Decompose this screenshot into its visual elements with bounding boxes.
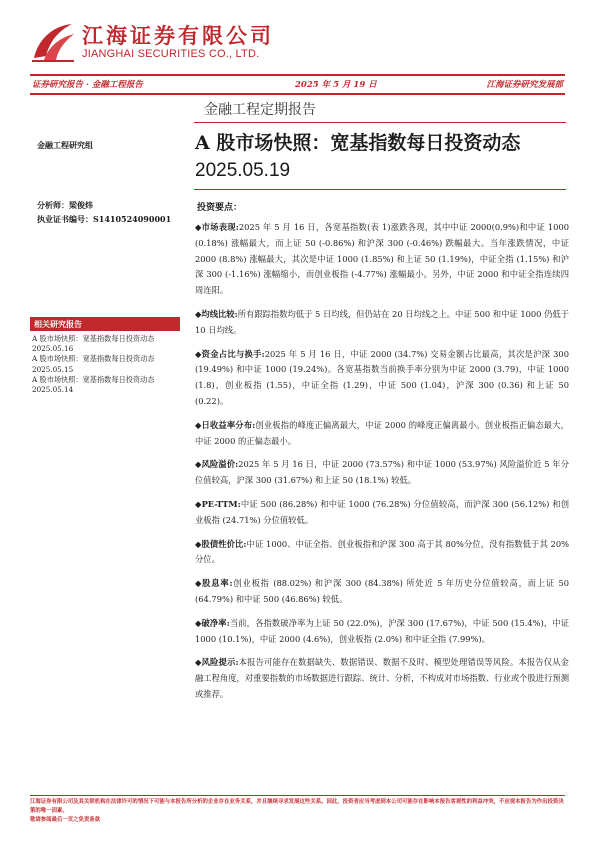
key-point-text: 当前，各指数破净率为上证 50 (22.0%)，沪深 300 (17.67%)，中证 500 (15.4%)，中证 1000 (10.1%)，中证 2000 (4.6%)，创业板指 (2.0%) 和中证全指 (7.99%)。 — [195, 617, 569, 644]
disclaimer-text: 江海证券有限公司及其关联机构在法律许可的情况下可能与本报告所分析的企业存在业务关系，并且继续寻求发展这些关系。因此，投资者应当考虑到本公司可能存在影响本报告客观性的利益冲突，不应视本报告为作出投资决策的唯一因素。 — [30, 799, 564, 814]
related-reports-title: 相关研究报告 — [30, 317, 180, 331]
page-title: A 股市场快照：宽基指数每日投资动态 — [195, 132, 521, 154]
brand-name-cn: 江海证券有限公司 — [82, 23, 274, 48]
key-point-head: ◆破净率: — [195, 617, 230, 628]
department-name: 江海证券研究发展部 — [486, 80, 563, 90]
related-report-link[interactable]: A 股市场快照：宽基指数每日投资动态 2025.05.15 — [32, 354, 155, 374]
key-point-market — [195, 220, 569, 299]
key-point-dividend — [195, 576, 569, 608]
related-report-link[interactable]: A 股市场快照：宽基指数每日投资动态 2025.05.16 — [32, 334, 155, 354]
key-point-distribution — [195, 418, 569, 450]
key-point-text: 本报告可能存在数据缺失、数据错误、数据不及时、模型处理错误等风险。本报告仅从金融工程角度，对重要指数的市场数据进行跟踪、统计、分析，不构成对市场指数、行业或个股进行预测或推荐。 — [195, 657, 569, 699]
key-point-text: 中证 500 (86.28%) 和中证 1000 (76.28%) 分位值较高，而沪深 300 (56.12%) 和创业板指 (24.71%) 分位值较低。 — [195, 498, 569, 525]
key-point-pb — [195, 616, 569, 648]
key-point-pe — [195, 497, 569, 529]
brand-name-en: JIANGHAI SECURITIES CO., LTD. — [82, 48, 260, 60]
key-points-body — [195, 220, 569, 711]
key-point-head: ◆日收益率分布: — [195, 419, 256, 430]
research-team: 金融工程研究组 — [37, 140, 93, 150]
key-point-risk-warning — [195, 655, 569, 702]
key-point-ma — [195, 307, 569, 339]
disclaimer-note: 敬请参阅最后一页之免责条款 — [30, 817, 101, 823]
key-point-equity-bond — [195, 537, 569, 569]
key-point-head: ◆风险提示: — [195, 657, 239, 668]
key-point-text: 中证 1000、中证全指、创业板指和沪深 300 高于其 80%分位，没有指数低于其 20%分位。 — [195, 538, 569, 565]
key-point-risk-premium — [195, 457, 569, 489]
footer-disclaimer — [30, 798, 565, 825]
related-reports-list — [32, 334, 180, 395]
analyst-cert: 执业证书编号：S1410524090001 — [37, 214, 172, 224]
divider — [194, 189, 566, 190]
key-point-head: ◆PE-TTM: — [195, 498, 241, 509]
divider — [30, 795, 565, 796]
key-point-text: 2025 年 5 月 16 日，中证 2000 (73.57%) 和中证 1000 (53.97%) 风险溢价近 5 年分位值较高，沪深 300 (31.67%) 和上证 50 (18.1%) 较低。 — [195, 459, 569, 486]
analyst-info — [37, 198, 171, 226]
related-report-link[interactable]: A 股市场快照：宽基指数每日投资动态 2025.05.14 — [32, 374, 155, 395]
company-logo-icon — [30, 20, 76, 62]
page-title-date: 2025.05.19 — [195, 160, 291, 181]
header-bar — [30, 74, 565, 95]
key-point-text: 2025 年 5 月 16 日，中证 2000 (34.7%) 交易金额占比最高，其次是沪深 300 (19.49%) 和中证 1000 (19.24%)。各宽基指数当前换手率分别为中证 2000 (3.79)，中证 1000 (1.8)，创业板指 (1.55)，中证全指 (1.29)，中证 500 (1.04)，沪深 300 (0.36) 和上证 50 (0.22)。 — [195, 348, 569, 406]
key-point-turnover — [195, 347, 569, 410]
key-point-head: ◆股债性价比: — [195, 538, 247, 549]
key-point-text: 所有跟踪指数均低于 5 日均线，但仍站在 20 日均线之上。中证 500 和中证 1000 仍低于 10 日均线。 — [195, 308, 569, 335]
key-point-text: 创业板指 (88.02%) 和沪深 300 (84.38%) 所处近 5 年历史分位值较高，而上证 50 (64.79%) 和中证 500 (46.86%) 较低。 — [195, 578, 569, 604]
report-category: 证券研究报告 · 金融工程报告 — [32, 80, 143, 90]
key-point-head: ◆股息率: — [195, 578, 233, 589]
key-point-head: ◆风险溢价: — [195, 459, 239, 470]
report-type: 金融工程定期报告 — [204, 102, 316, 118]
key-point-text: 2025 年 5 月 16 日，各宽基指数(表 1)涨跌各现，其中中证 2000(0.9%)和中证 1000 (0.18%) 涨幅最大，而上证 50 (-0.86%) 和沪深 300 (-0.46%) 跌幅最大。当年涨跌情况，中证 2000 (8.8%) 涨幅最大，其次是中证 1000 (1.85%) 和上证 50 (1.19%)，中证全指 (1.15%) 和沪深 300 (-1.16%) 涨幅缩小，而创业板指 (-4.77%) 涨幅最小。另外，中证 2000 和中证全指连续四周连阳。 — [195, 222, 569, 296]
key-point-text: 创业板指的峰度正偏离最大，中证 2000 的峰度正偏离最小。创业板指正偏态最大，中证 2000 的正偏态最小。 — [195, 419, 569, 446]
analyst-name: 分析师：梁俊炜 — [37, 200, 93, 210]
key-points-title: 投资要点： — [197, 203, 243, 213]
key-point-head: ◆市场表现: — [195, 222, 239, 232]
divider — [194, 122, 566, 123]
key-point-head: ◆资金占比与换手: — [195, 348, 265, 359]
report-date: 2025 年 5 月 19 日 — [295, 80, 377, 90]
key-point-head: ◆均线比较: — [195, 308, 238, 319]
